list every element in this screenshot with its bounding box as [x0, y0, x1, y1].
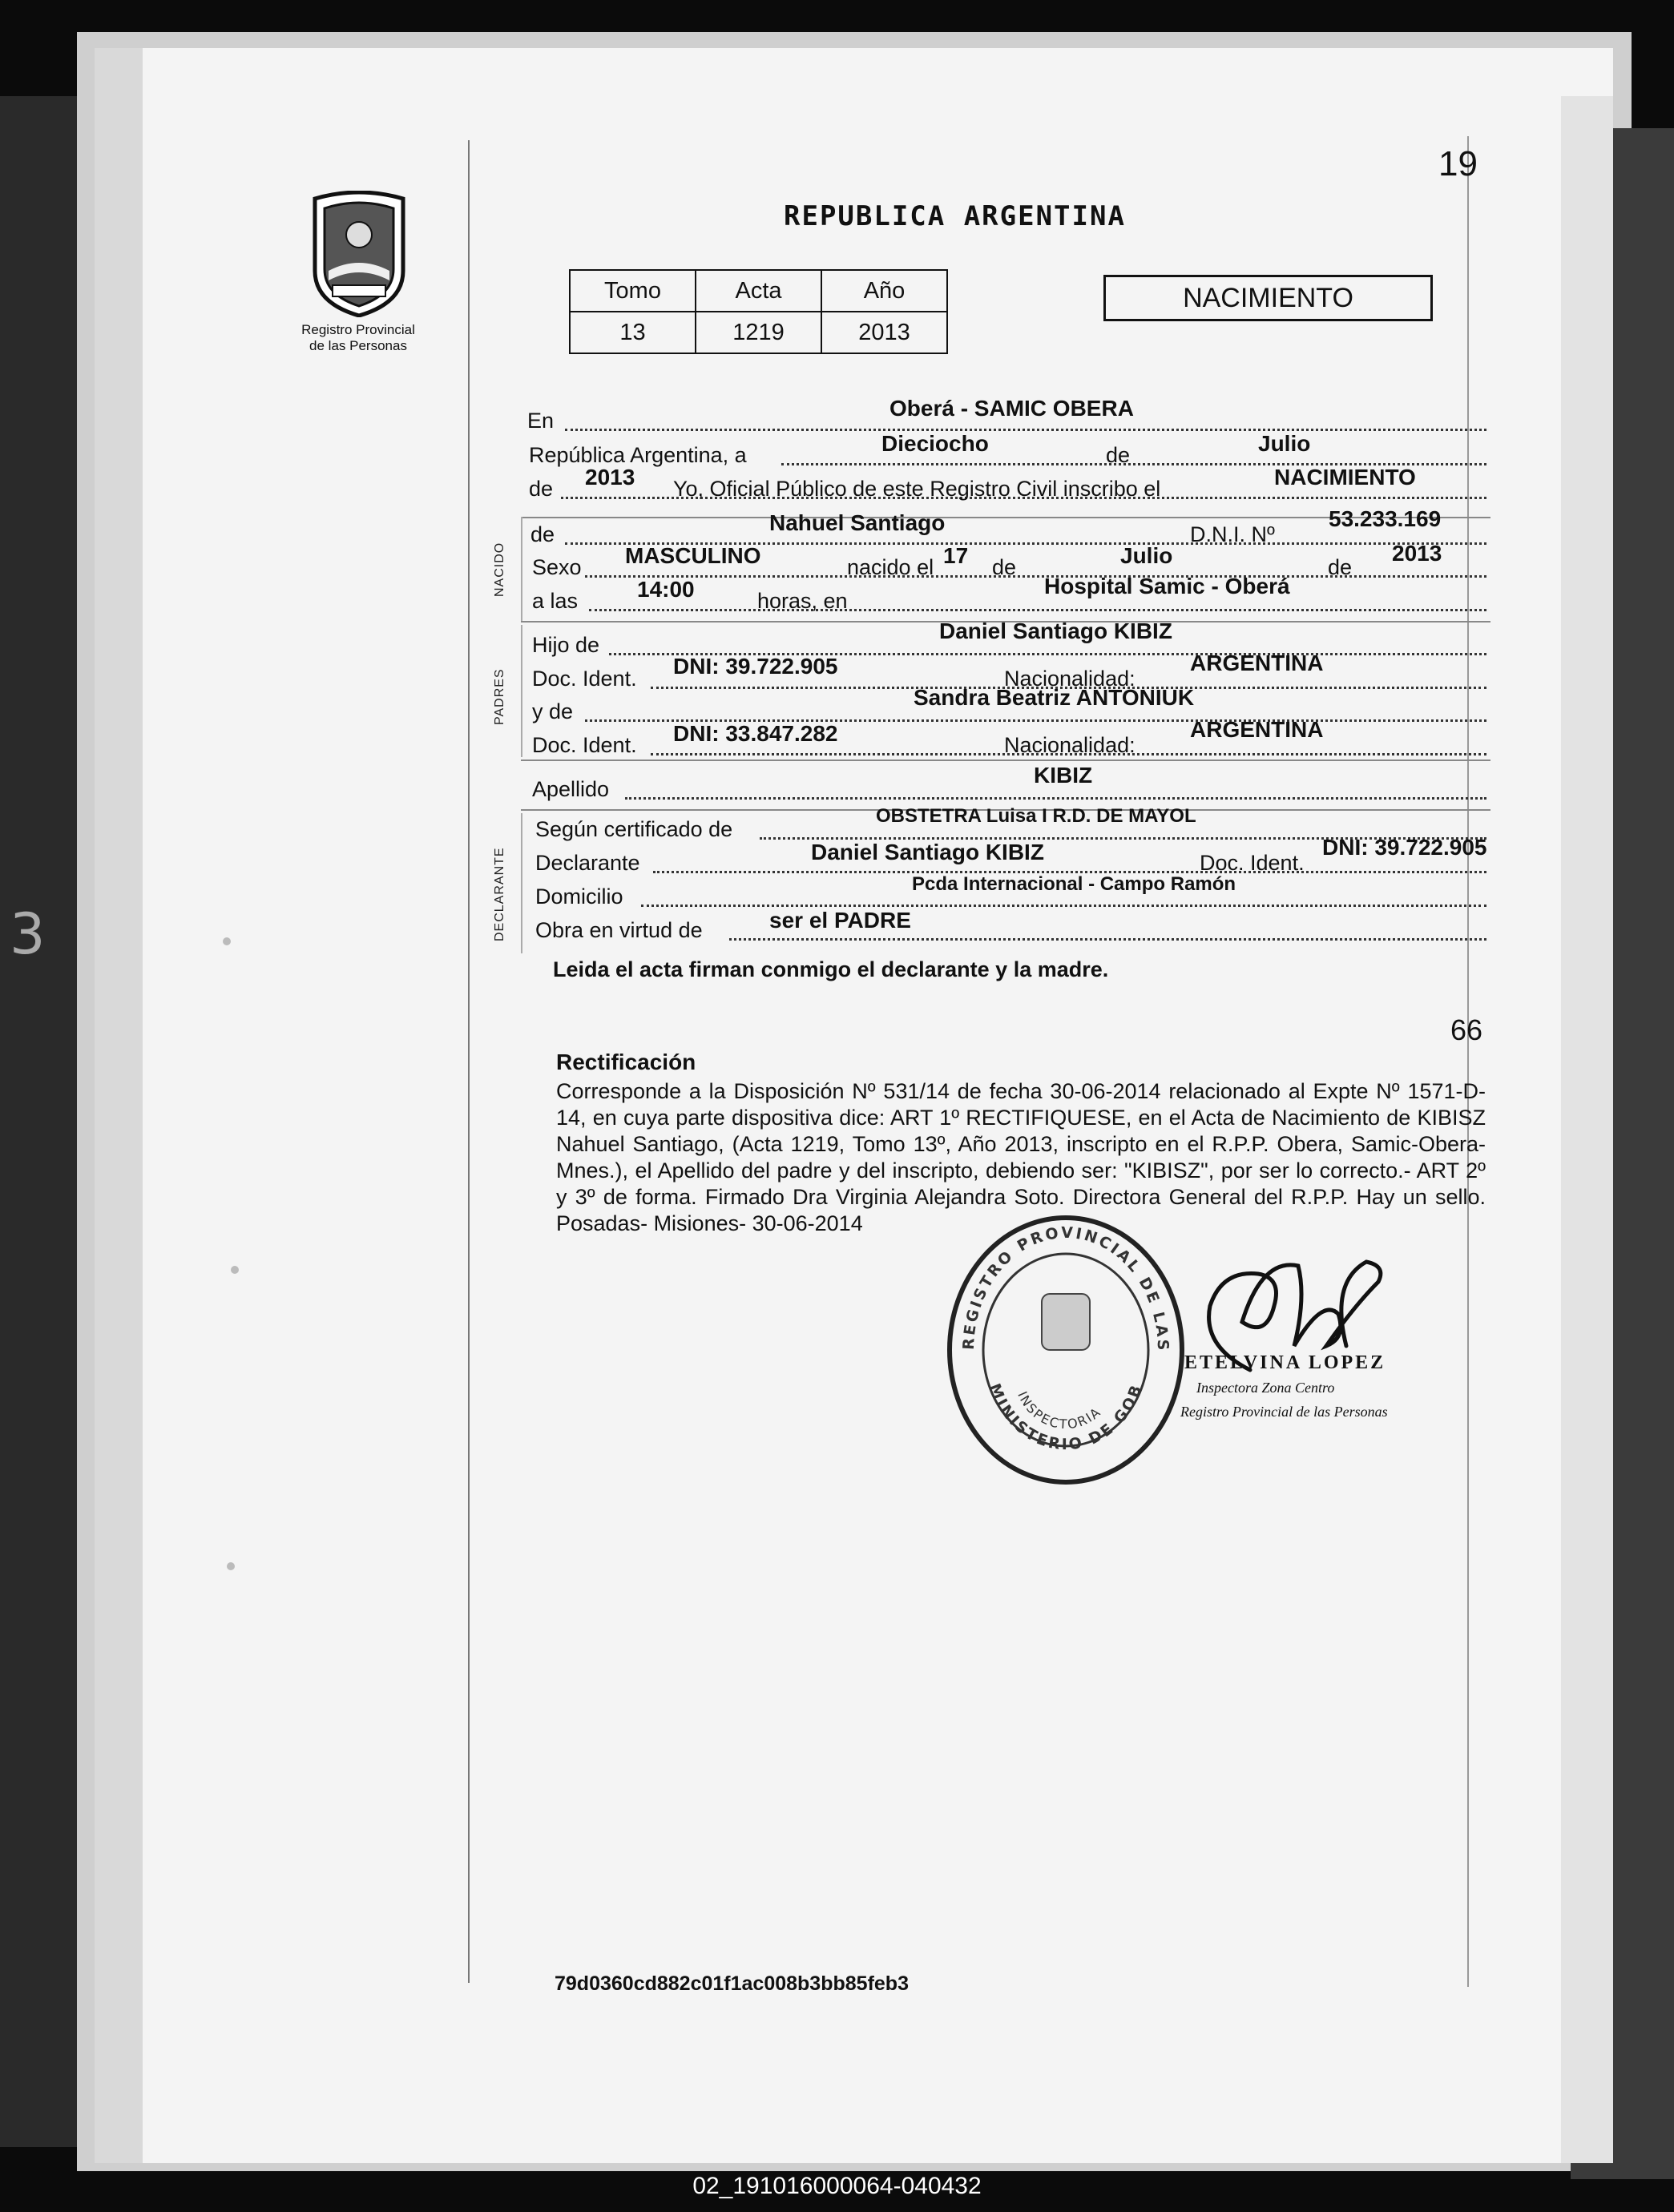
apellido-label: Apellido	[532, 777, 610, 801]
de-label: de	[529, 477, 554, 501]
sexo-label: Sexo	[532, 555, 582, 579]
padre-nac: ARGENTINA	[1190, 651, 1324, 675]
file-id: 02_191016000064-040432	[692, 2173, 982, 2199]
birth-day: 17	[943, 543, 969, 568]
year-value: 2013	[585, 465, 635, 490]
month-value: Julio	[1258, 431, 1311, 456]
registry-stamp	[942, 1210, 1190, 1490]
yde-label: y de	[532, 699, 574, 723]
table-header-tomo: Tomo	[570, 270, 696, 312]
record-type-box: NACIMIENTO	[1103, 275, 1433, 321]
madre-nac: ARGENTINA	[1190, 717, 1324, 742]
left-margin-line	[468, 140, 470, 1983]
doc-label: Doc. Ident.	[532, 733, 637, 757]
lugar-value: Hospital Samic - Oberá	[1044, 574, 1290, 598]
registry-seal	[309, 191, 409, 317]
record-table	[569, 269, 948, 354]
right-margin-line	[1467, 136, 1469, 1987]
madre-doc: DNI: 33.847.282	[673, 721, 838, 746]
paper-left-edge	[95, 48, 143, 2163]
inscribo-value: NACIMIENTO	[1274, 465, 1416, 490]
a-las-label: a las	[532, 589, 579, 613]
side-label-nacido: NACIDO	[493, 542, 506, 597]
republica-label: República Argentina, a	[529, 443, 747, 467]
obra-label: Obra en virtud de	[535, 918, 703, 942]
obra-value: ser el PADRE	[769, 908, 911, 933]
de-label: de	[1328, 555, 1353, 579]
table-value-tomo: 13	[570, 312, 696, 353]
sexo-value: MASCULINO	[625, 543, 761, 568]
table-value-acta: 1219	[696, 312, 821, 353]
dni-label: D.N.I. Nº	[1190, 522, 1275, 546]
page-number: 19	[1438, 144, 1478, 183]
de-label: de	[1106, 443, 1131, 467]
dotted-line	[729, 938, 1486, 941]
nacido-label: nacido el	[847, 555, 934, 579]
table-value-ano: 2013	[821, 312, 947, 353]
dotted-line	[641, 905, 1486, 907]
stamp-outer-text: REGISTRO PROVINCIAL DE LAS	[959, 1223, 1172, 1353]
side-label-declarante: DECLARANTE	[493, 847, 506, 941]
domicilio-value: Pcda Internacional - Campo Ramón	[912, 873, 1236, 895]
declarante-doc: DNI: 39.722.905	[1322, 835, 1487, 860]
de-label: de	[530, 522, 555, 546]
stamp-bottom-text: MINISTERIO DE GOB	[985, 1380, 1147, 1454]
dotted-line	[625, 797, 1486, 800]
apellido-value: KIBIZ	[1034, 763, 1093, 788]
table-header-ano: Año	[821, 270, 947, 312]
signatory-title: Inspectora Zona Centro	[1196, 1380, 1335, 1396]
closing-text: Leida el acta firman conmigo el declarante y la madre.	[553, 957, 1109, 981]
birth-year: 2013	[1392, 541, 1442, 566]
en-value: Oberá - SAMIC OBERA	[889, 396, 1134, 421]
paper-right-edge	[1561, 96, 1613, 2163]
rectificacion-title: Rectificación	[556, 1050, 696, 1074]
dotted-line	[589, 609, 1486, 611]
rectificacion-text: Corresponde a la Disposición Nº 531/14 de fecha 30-06-2014 relacionado al Expte Nº 1571-D-14, en cuya parte dispositiva dice: ART 1º RECTIFIQUESE, en el Acta de Nacimiento de KIBISZ Nahuel Santiago, (Acta 1219, Tomo 13º, Año 2013, inscripto en el R.P.P. Obera, Samic-Obera-Mnes.), el Apellido del padre y del inscripto, debiendo ser: "KIBISZ", por ser lo correcto.- ART 2º y 3º de forma. Firmado Dra Virginia Alejandra Soto. Directora General del R.P.P. Hay un sello. Posadas- Misiones- 30-06-2014	[556, 1079, 1486, 1235]
section-bracket	[521, 517, 522, 621]
registry-name-line2: de las Personas	[309, 338, 407, 353]
punch-hole	[227, 1562, 235, 1570]
dotted-line	[565, 429, 1486, 431]
nombre-value: Nahuel Santiago	[769, 510, 946, 535]
declarante-label: Declarante	[535, 851, 640, 875]
birth-month: Julio	[1120, 543, 1173, 568]
section-bracket	[521, 625, 522, 757]
registry-name-line1: Registro Provincial	[301, 322, 415, 337]
punch-hole	[231, 1266, 239, 1274]
side-label-padres: PADRES	[493, 668, 506, 725]
de-label: de	[992, 555, 1017, 579]
table-header-acta: Acta	[696, 270, 821, 312]
punch-hole	[223, 937, 231, 945]
declarante-value: Daniel Santiago KIBIZ	[811, 840, 1044, 864]
en-label: En	[527, 409, 555, 433]
inscribo-text: Yo, Oficial Público de este Registro Civil inscribo el	[673, 477, 1161, 501]
registry-name	[282, 322, 434, 354]
nacionalidad-label: Nacionalidad:	[1004, 733, 1135, 757]
signatory-org: Registro Provincial de las Personas	[1180, 1404, 1388, 1420]
padre-value: Daniel Santiago KIBIZ	[939, 618, 1172, 643]
madre-value: Sandra Beatriz ANTONIUK	[914, 685, 1195, 710]
declarante-doc-label: Doc. Ident.	[1200, 851, 1305, 875]
certificado-value: OBSTETRA Luisa I R.D. DE MAYOL	[876, 805, 1196, 827]
document-hash: 79d0360cd882c01f1ac008b3bb85feb3	[555, 1972, 909, 1995]
horas-label: horas, en	[757, 589, 848, 613]
hora-value: 14:00	[637, 577, 695, 602]
day-value: Dieciocho	[881, 431, 989, 456]
section-separator	[521, 759, 1490, 761]
note-number: 66	[1450, 1013, 1483, 1046]
hijo-label: Hijo de	[532, 633, 600, 657]
margin-mark: 3	[10, 901, 46, 967]
nacionalidad-label: Nacionalidad:	[1004, 667, 1135, 691]
doc-label: Doc. Ident.	[532, 667, 637, 691]
stamp-inner-text: INSPECTORIA	[1014, 1388, 1104, 1432]
domicilio-label: Domicilio	[535, 884, 623, 909]
dni-value: 53.233.169	[1329, 506, 1442, 531]
country-title: REPUBLICA ARGENTINA	[784, 200, 1126, 232]
signatory-name: ETELVINA LOPEZ	[1184, 1352, 1386, 1373]
certificado-label: Según certificado de	[535, 817, 733, 841]
section-bracket	[521, 813, 522, 953]
padre-doc: DNI: 39.722.905	[673, 654, 838, 679]
